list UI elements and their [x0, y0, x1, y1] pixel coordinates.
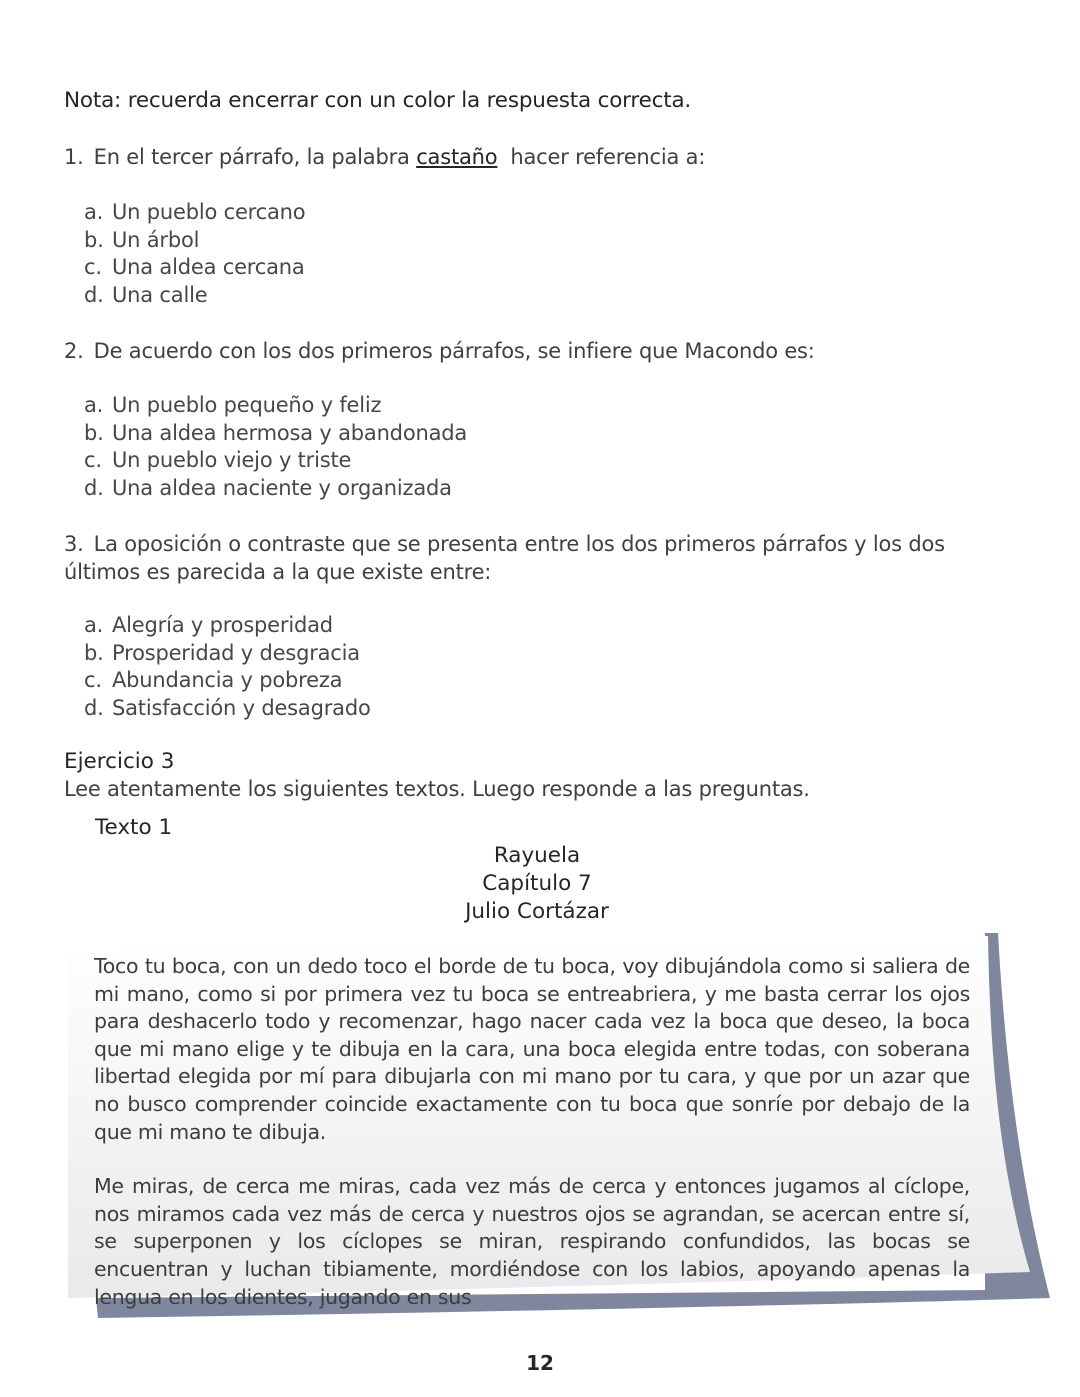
option-b[interactable]: b. Una aldea hermosa y abandonada: [84, 420, 468, 445]
question-1-options: [84, 199, 305, 309]
option-a[interactable]: a. Un pueblo pequeño y feliz: [84, 393, 382, 417]
option-d[interactable]: d. Una calle: [84, 282, 208, 307]
option-d[interactable]: d. Satisfacción y desagrado: [84, 695, 371, 720]
option-b[interactable]: b. Un árbol: [84, 227, 200, 252]
work-heading: [0, 842, 1080, 926]
passage-paragraph-2: Me miras, de cerca me miras, cada vez más de cerca y entonces jugamos al cíclope, nos miramos cada vez más de cerca y nuestros ojos se agrandan, se acercan entre sí, se superponen y los cíclopes se miran, respirando confundidos, las bocas se encuentran y luchan tibiamente, mordiéndose con los labios, apoyando apenas la lengua en los dientes, jugando en sus: [94, 1174, 970, 1309]
underlined-word: castaño: [416, 145, 498, 169]
question-number: 2.: [64, 339, 84, 363]
question-1: [64, 143, 1004, 171]
question-text: De acuerdo con los dos primeros párrafos, se infiere que Macondo es:: [93, 339, 815, 363]
option-c[interactable]: c. Abundancia y pobreza: [84, 668, 343, 693]
work-title: Rayuela: [493, 843, 581, 868]
option-c[interactable]: c. Un pueblo viejo y triste: [84, 448, 352, 473]
option-a[interactable]: a. Un pueblo cercano: [84, 200, 306, 224]
question-text: La oposición o contraste que se presenta entre los dos primeros párrafos y los dos últimos es parecida a la que existe entre:: [64, 532, 945, 584]
question-3: [64, 530, 1004, 586]
question-2-options: [84, 392, 467, 502]
author-name: Julio Cortázar: [465, 899, 609, 924]
instruction-note: Nota: recuerda encerrar con un color la respuesta correcta.: [64, 88, 692, 113]
option-c[interactable]: c. Una aldea cercana: [84, 255, 305, 280]
exercise-title: Ejercicio 3: [64, 749, 175, 774]
option-a[interactable]: a. Alegría y prosperidad: [84, 613, 333, 637]
passage-paragraph-1: Toco tu boca, con un dedo toco el borde de tu boca, voy dibujándola como si saliera de mi mano, como si por primera vez tu boca se entreabriera, y me basta cerrar los ojos para deshacerlo todo y recomenzar, hago nacer cada vez la boca que deseo, la boca que mi mano elige y te dibuja en la cara, una boca elegida entre todas, con soberana libertad elegida por mí para dibujarla con mi mano por tu cara, y que por un azar que no busco comprender coincide exactamente con tu boca que sonríe por debajo de la que mi mano te dibuja.: [94, 954, 970, 1144]
question-number: 3.: [64, 532, 84, 556]
question-number: 1.: [64, 145, 84, 169]
exercise-instruction: Lee atentamente los siguientes textos. Luego responde a las preguntas.: [64, 777, 810, 801]
question-text-before: En el tercer párrafo, la palabra: [93, 145, 410, 169]
reading-passage: [94, 953, 970, 1338]
question-text-after: hacer referencia a:: [510, 145, 706, 169]
chapter-title: Capítulo 7: [482, 871, 592, 896]
question-2: [64, 337, 1004, 365]
page-number: 12: [526, 1351, 554, 1375]
question-3-options: [84, 612, 371, 722]
option-d[interactable]: d. Una aldea naciente y organizada: [84, 475, 452, 500]
option-b[interactable]: b. Prosperidad y desgracia: [84, 640, 360, 665]
text-label: Texto 1: [95, 815, 173, 840]
